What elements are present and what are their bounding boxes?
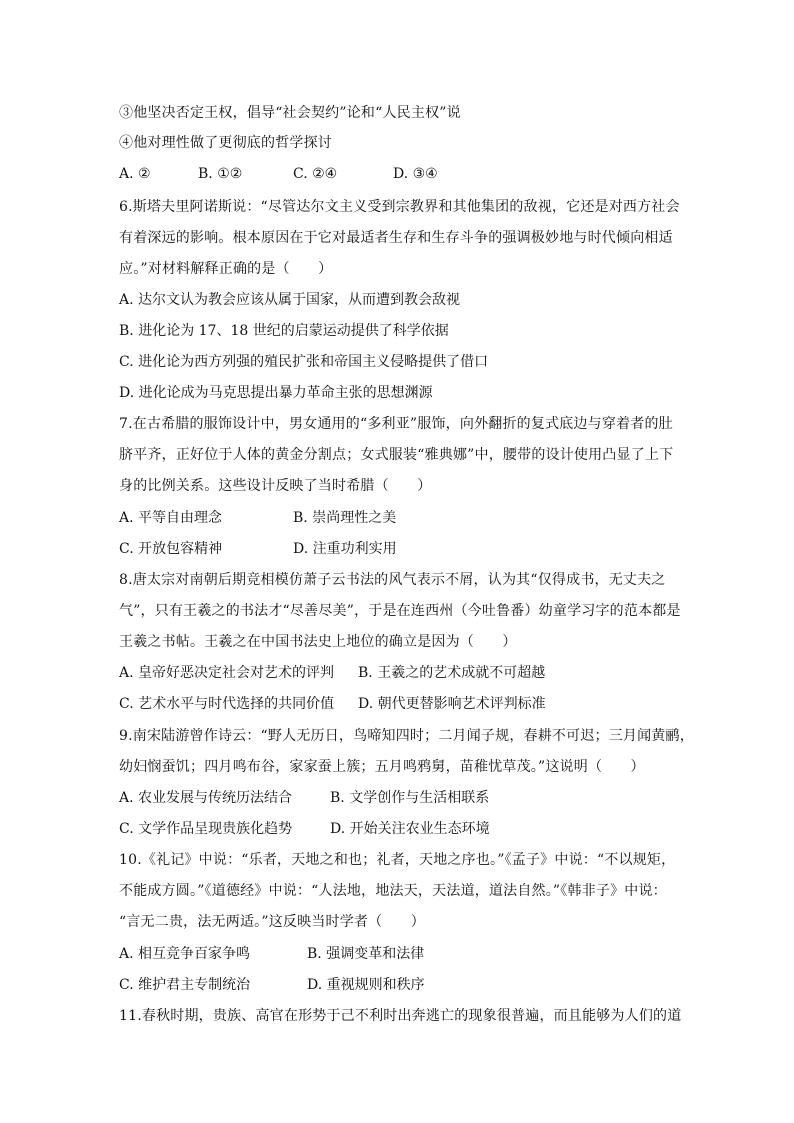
q6-option-d: D. 进化论成为马克思提出暴力革命主张的思想渊源	[119, 385, 433, 401]
q10-option-b: B. 强调变革和法律	[307, 946, 425, 962]
q7-option-b: B. 崇尚理性之美	[293, 510, 397, 526]
q9-stem-line-2: 幼妇悯蚕饥；四月鸣布谷，家家蚕上簇；五月鸣鸦舅，苗稚忧草茂。”这说明（ ）	[119, 759, 645, 775]
q8-option-b: B. 王羲之的艺术成就不可超越	[358, 665, 546, 681]
q10-stem-line-3: “言无二贵，法无两适。”这反映当时学者（ ）	[119, 914, 425, 930]
q10-option-d: D. 重视规则和秩序	[307, 977, 425, 993]
q8-stem-line-3: 王羲之书帖。王羲之在中国书法史上地位的确立是因为（ ）	[119, 634, 517, 650]
q5-option-b: B. ①②	[198, 166, 243, 182]
q8-option-a: A. 皇帝好恶决定社会对艺术的评判	[119, 665, 335, 681]
q9-option-b: B. 文学创作与生活相联系	[330, 790, 490, 806]
q7-stem-line-2: 脐平齐，正好位于人体的黄金分割点；女式服装“雅典娜”中，腰带的设计使用凸显了上下	[119, 447, 674, 463]
q6-stem-line-1: 6.斯塔夫里阿诺斯说：“尽管达尔文主义受到宗教界和其他集团的敌视，它还是对西方社会	[119, 199, 680, 215]
q6-option-a: A. 达尔文认为教会应该从属于国家，从而遭到教会敌视	[119, 292, 461, 308]
q8-option-d: D. 朝代更替影响艺术评判标准	[358, 696, 546, 712]
q7-option-a: A. 平等自由理念	[119, 510, 223, 526]
q7-option-d: D. 注重功利实用	[293, 541, 397, 557]
q9-option-a: A. 农业发展与传统历法结合	[119, 790, 293, 806]
q7-option-c: C. 开放包容精神	[119, 541, 223, 557]
q10-option-a: A. 相互竞争百家争鸣	[119, 946, 251, 962]
q6-option-b: B. 进化论为 17、18 世纪的启蒙运动提供了科学依据	[119, 323, 449, 339]
q6-stem-line-3: 应。”对材料解释正确的是（ ）	[119, 261, 333, 277]
q5-statement-3: ③他坚决否定王权，倡导“社会契约”论和“人民主权”说	[119, 105, 461, 121]
q10-stem-line-1: 10.《礼记》中说：“乐者，天地之和也；礼者，天地之序也。”《孟子》中说：“不以规矩，	[119, 852, 676, 868]
q10-stem-line-2: 不能成方圆。”《道德经》中说：“人法地，地法天，天法道，道法自然。”《韩非子》中说：	[119, 883, 667, 899]
q5-statement-4: ④他对理性做了更彻底的哲学探讨	[119, 135, 332, 151]
q8-stem-line-1: 8.唐太宗对南朝后期竞相模仿萧子云书法的风气表示不屑，认为其“仅得成书，无丈夫之	[119, 572, 666, 588]
q10-option-c: C. 维护君主专制统治	[119, 977, 251, 993]
q9-option-d: D. 开始关注农业生态环境	[330, 821, 490, 837]
q6-stem-line-2: 有着深远的影响。根本原因在于它对最适者生存和生存斗争的强调极妙地与时代倾向相适	[119, 230, 673, 246]
q8-stem-line-2: 气”，只有王羲之的书法才“尽善尽美”，于是在连西州（今吐鲁番）幼童学习字的范本都是	[119, 603, 681, 619]
q9-stem-line-1: 9.南宋陆游曾作诗云：“野人无历日，鸟啼知四时；二月闻子规，春耕不可迟；三月闻黄鹂，	[119, 728, 694, 744]
q9-option-c: C. 文学作品呈现贵族化趋势	[119, 821, 293, 837]
q8-option-c: C. 艺术水平与时代选择的共同价值	[119, 696, 335, 712]
q7-stem-line-1: 7.在古希腊的服饰设计中，男女通用的“多利亚”服饰，向外翻折的复式底边与穿着者的肚	[119, 416, 673, 432]
q5-option-a: A. ②	[119, 166, 151, 182]
q11-stem-line-1: 11.春秋时期，贵族、高官在形势于己不利时出奔逃亡的现象很普遍，而且能够为人们的道	[119, 1008, 682, 1024]
q7-stem-line-3: 身的比例关系。这些设计反映了当时希腊（ ）	[119, 478, 432, 494]
q5-option-c: C. ②④	[293, 166, 338, 182]
q6-option-c: C. 进化论为西方列强的殖民扩张和帝国主义侵略提供了借口	[119, 354, 489, 370]
q5-option-d: D. ③④	[393, 166, 438, 182]
